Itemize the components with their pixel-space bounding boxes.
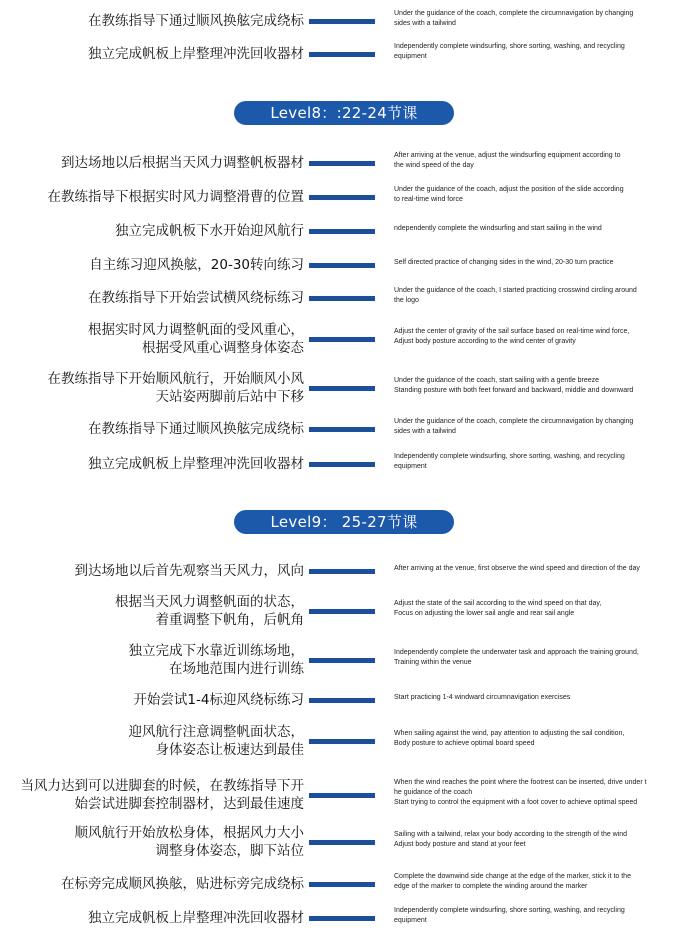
chinese-line: 迎风航行注意调整帆面状态， [128,724,304,740]
step-english-text [394,648,656,668]
connector-bar [309,195,375,200]
english-line: Start trying to control the equipment with a foot cover to achieve optimal speed [394,799,638,806]
step-english-text [394,729,656,749]
english-line: equipment [394,53,427,60]
english-line: After arriving at the venue, adjust the windsurfing equipment according to [394,152,621,159]
step-english-text [394,564,656,574]
chinese-line: 当风力达到可以进脚套的时候，在教练指导下开 [20,778,304,794]
english-line: equipment [394,463,427,470]
connector-bar [309,337,375,342]
chinese-line: 在教练指导下通过顺风换舷完成绕标 [88,421,304,437]
english-line: Start practicing 1-4 windward circumnavigation exercises [394,694,571,701]
english-line: Under the guidance of the coach, complete the circumnavigation by changing [394,418,634,425]
chinese-line: 根据受风重心调整身体姿态 [142,340,304,356]
connector-bar [309,698,375,703]
chinese-line: 天站姿两脚前后站中下移 [155,389,304,405]
english-line: Adjust the center of gravity of the sail surface based on real-time wind force, [394,328,630,335]
step-chinese-text [88,12,304,30]
english-line: When sailing against the wind, pay attention to adjusting the sail condition, [394,730,625,737]
step-english-text [394,258,656,268]
english-line: ndependently complete the windsurfing and start sailing in the wind [394,225,602,232]
step-chinese-text [21,777,305,813]
chinese-line: 根据当天风力调整帆面的状态， [115,594,304,610]
english-line: the logo [394,297,419,304]
english-line: Independently complete windsurfing, shore sorting, washing, and recycling [394,453,625,460]
connector-bar [309,793,375,798]
english-line: edge of the marker to complete the winding around the marker [394,883,588,890]
step-chinese-text [75,824,305,860]
chinese-line: 独立完成帆板上岸整理冲洗回收器材 [88,910,304,926]
step-chinese-text [89,256,304,274]
step-chinese-text [88,909,304,927]
step-english-text [394,327,656,347]
connector-bar [309,161,375,166]
english-line: the wind speed of the day [394,162,474,169]
level9-title: Level9： 25-27节课 [270,513,418,531]
chinese-line: 在标旁完成顺风换舷，贴进标旁完成绕标 [61,876,304,892]
step-english-text [394,872,656,892]
chinese-line: 自主练习迎风换舷，20-30转向练习 [89,257,304,273]
english-line: Under the guidance of the coach, start sailing with a gentle breeze [394,377,600,384]
step-chinese-text [88,289,304,307]
step-english-text [394,151,656,171]
chinese-line: 始尝试进脚套控制器材，达到最佳速度 [74,796,304,812]
step-chinese-text [48,370,305,406]
chinese-line: 独立完成下水靠近训练场地， [128,643,304,659]
step-chinese-text [88,45,304,63]
step-english-text [394,830,656,850]
connector-bar [309,229,375,234]
chinese-line: 在教练指导下根据实时风力调整滑曹的位置 [47,189,304,205]
connector-bar [309,52,375,57]
step-english-text [394,599,656,619]
connector-bar [309,916,375,921]
chinese-line: 在教练指导下开始尝试横风绕标练习 [88,290,304,306]
english-line: Adjust body posture according to the wind center of gravity [394,338,576,345]
chinese-line: 根据实时风力调整帆面的受风重心， [88,322,304,338]
level8-title: Level8：:22-24节课 [270,104,418,122]
step-english-text [394,42,656,62]
english-line: equipment [394,917,427,924]
step-english-text [394,9,656,29]
chinese-line: 到达场地以后首先观察当天风力，风向 [74,563,304,579]
english-line: Independently complete windsurfing, shore sorting, washing, and recycling [394,907,625,914]
step-chinese-text [115,593,304,629]
chinese-line: 开始尝试1-4标迎风绕标练习 [133,692,304,708]
step-english-text [394,452,656,472]
step-english-text [394,417,656,437]
chinese-line: 身体姿态让板速达到最佳 [155,742,304,758]
english-line: Complete the downwind side change at the edge of the marker, stick it to the [394,873,631,880]
chinese-line: 独立完成帆板下水开始迎风航行 [115,223,304,239]
connector-bar [309,263,375,268]
connector-bar [309,19,375,24]
english-line: After arriving at the venue, first observe the wind speed and direction of the day [394,565,640,572]
english-line: sides with a tailwind [394,20,456,27]
step-chinese-text [88,455,304,473]
step-english-text [394,376,656,396]
connector-bar [309,658,375,663]
english-line: Adjust body posture and stand at your feet [394,841,526,848]
connector-bar [309,569,375,574]
step-chinese-text [48,188,305,206]
chinese-line: 调整身体姿态，脚下站位 [155,843,304,859]
connector-bar [309,840,375,845]
chinese-line: 独立完成帆板上岸整理冲洗回收器材 [88,456,304,472]
chinese-line: 着重调整下帆角，后帆角 [155,612,304,628]
chinese-line: 在教练指导下开始顺风航行，开始顺风小风 [47,371,304,387]
step-chinese-text [133,691,304,709]
chinese-line: 在场地范围内进行训练 [169,661,304,677]
english-line: Training within the venue [394,659,472,666]
connector-bar [309,427,375,432]
english-line: to real-time wind force [394,196,463,203]
english-line: Independently complete the underwater task and approach the training ground, [394,649,639,656]
connector-bar [309,882,375,887]
english-line: Under the guidance of the coach, adjust the position of the slide according [394,186,624,193]
english-line: Sailing with a tailwind, relax your body according to the strength of the wind [394,831,628,838]
step-chinese-text [129,642,305,678]
step-chinese-text [61,154,304,172]
step-english-text [394,286,656,306]
chinese-line: 顺风航行开始放松身体，根据风力大小 [74,825,304,841]
english-line: sides with a tailwind [394,428,456,435]
level8-title-pill [234,101,454,125]
english-line: Independently complete windsurfing, shore sorting, washing, and recycling [394,43,625,50]
step-chinese-text [88,321,304,357]
level9-title-pill [234,510,454,534]
english-line: Focus on adjusting the lower sail angle and rear sail angle [394,610,575,617]
english-line: Under the guidance of the coach, complete the circumnavigation by changing [394,10,634,17]
chinese-line: 到达场地以后根据当天风力调整帆板器材 [61,155,304,171]
connector-bar [309,739,375,744]
step-chinese-text [129,723,305,759]
step-english-text [394,224,656,234]
step-chinese-text [61,875,304,893]
step-chinese-text [88,420,304,438]
connector-bar [309,609,375,614]
english-line: Under the guidance of the coach, I started practicing crosswind circling around [394,287,637,294]
english-line: Standing posture with both feet forward and backward, middle and downward [394,387,634,394]
step-chinese-text [75,562,305,580]
step-chinese-text [115,222,304,240]
connector-bar [309,296,375,301]
chinese-line: 独立完成帆板上岸整理冲洗回收器材 [88,46,304,62]
english-line: Self directed practice of changing sides in the wind, 20-30 turn practice [394,259,614,266]
connector-bar [309,462,375,467]
step-english-text [394,693,656,703]
english-line: Body posture to achieve optimal board speed [394,740,535,747]
step-english-text [394,778,656,808]
english-line: When the wind reaches the point where the footrest can be inserted, drive under t [394,779,647,786]
chinese-line: 在教练指导下通过顺风换舷完成绕标 [88,13,304,29]
connector-bar [309,386,375,391]
english-line: Adjust the state of the sail according to the wind speed on that day, [394,600,602,607]
english-line: he guidance of the coach [394,789,473,796]
step-english-text [394,185,656,205]
step-english-text [394,906,656,926]
